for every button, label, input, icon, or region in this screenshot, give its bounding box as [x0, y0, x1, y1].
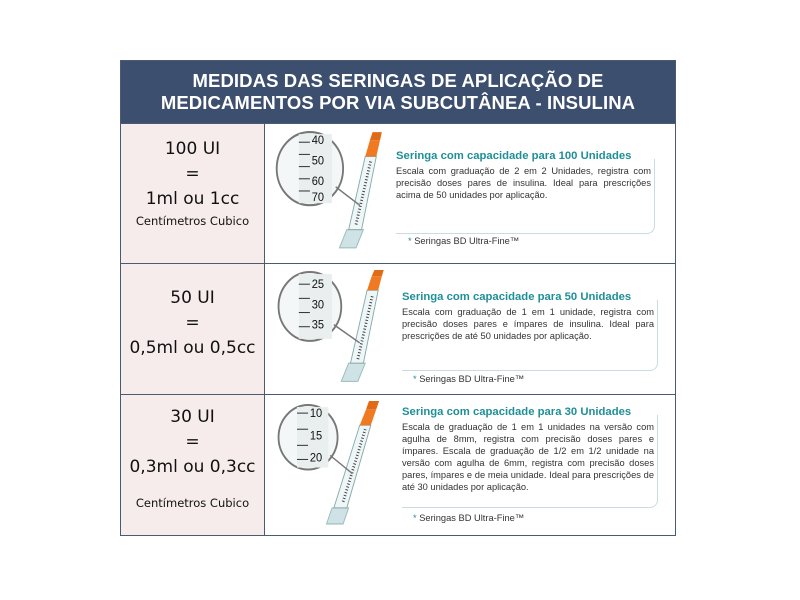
note-star: *	[408, 236, 412, 246]
syringe-cell	[265, 395, 675, 535]
description-bracket	[402, 300, 658, 371]
units-label: 100 UI	[164, 139, 221, 159]
unit-note: Centímetros Cubico	[135, 214, 250, 228]
description-bracket	[396, 159, 655, 234]
row-100-ui	[121, 123, 675, 263]
equals-sign: =	[185, 164, 200, 184]
row-50-ui	[121, 263, 675, 394]
unit-note: Centímetros Cubico	[135, 496, 250, 510]
scale-label: 60	[311, 174, 325, 189]
note-star: *	[413, 374, 417, 384]
brand-note-text: Seringas BD Ultra-Fine™	[419, 374, 525, 384]
scale-label: 10	[309, 407, 323, 421]
scale-label: 15	[309, 429, 323, 443]
syringe-text: Escala com graduação de 2 em 2 Unidades, registra com precisão doses pares de insulina. Ideal para prescrições acima de 50 unidades por aplicação.	[396, 166, 651, 200]
syringe-text: Escala com graduação de 1 em 1 unidade, registra com precisão doses pares e ímpares de insulina. Ideal para prescrições de até 50 unidades por aplicação.	[402, 307, 654, 341]
scale-label: 70	[311, 190, 325, 205]
volume-label: 0,5ml ou 0,5cc	[129, 338, 256, 358]
syringe-text: Escala de graduação de 1 em 1 unidades na versão com agulha de 8mm, registra com precisão doses pares e ímpares. Escala de graduação de 1/2 em 1/2 unidade na versão com agulha de 6mm, registra com precisão doses pares, ímpares e de meia unidade. Ideal para prescrições de até 30 unidades por aplicação.	[402, 422, 654, 492]
scale-label: 20	[309, 452, 323, 465]
equals-sign: =	[185, 432, 200, 452]
brand-note	[413, 374, 524, 384]
measure-cell	[121, 124, 265, 263]
scale-label: 35	[311, 318, 325, 332]
header-line-2: MEDICAMENTOS POR VIA SUBCUTÂNEA - INSULINA	[160, 92, 636, 113]
equals-sign: =	[185, 313, 200, 333]
measure-cell	[121, 395, 265, 535]
row-30-ui	[121, 394, 675, 535]
units-label: 50 UI	[170, 288, 215, 308]
syringe-title: Seringa com capacidade para 100 Unidades	[396, 150, 632, 162]
syringe-title: Seringa com capacidade para 50 Unidades	[402, 291, 632, 303]
syringe-cell	[265, 124, 675, 263]
scale-label: 30	[311, 298, 325, 312]
scale-label: 40	[311, 133, 325, 148]
volume-label: 0,3ml ou 0,3cc	[129, 457, 256, 477]
syringe-icon	[339, 132, 381, 248]
header-line-1: MEDIDAS DAS SERINGAS DE APLICAÇÃO DE	[192, 70, 604, 91]
measure-cell	[121, 264, 265, 394]
syringe-icon	[341, 270, 383, 381]
note-star: *	[413, 513, 417, 523]
volume-label: 1ml ou 1cc	[145, 189, 240, 209]
brand-note-text: Seringas BD Ultra-Fine™	[414, 236, 520, 246]
units-label: 30 UI	[170, 407, 215, 427]
table-header	[121, 61, 675, 123]
syringe-cell	[265, 264, 675, 394]
insulin-syringe-table	[120, 60, 676, 536]
description-bracket	[402, 415, 658, 508]
scale-label: 25	[311, 277, 325, 292]
brand-note	[413, 513, 524, 523]
brand-note-text: Seringas BD Ultra-Fine™	[419, 513, 525, 523]
syringe-icon	[327, 401, 380, 524]
brand-note	[408, 236, 519, 246]
scale-label: 50	[311, 154, 325, 168]
syringe-title: Seringa com capacidade para 30 Unidades	[402, 406, 632, 418]
